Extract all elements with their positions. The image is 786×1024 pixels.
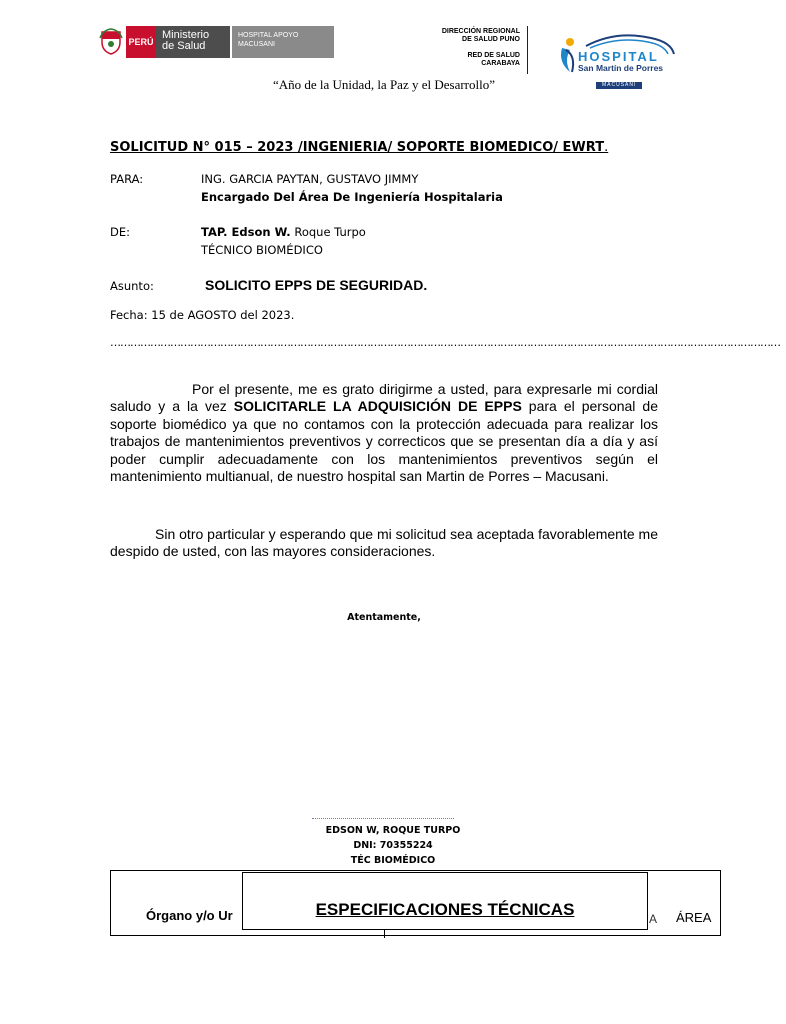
de-name: TAP. Edson W. Roque Turpo: [201, 225, 366, 239]
body-paragraph-1: Por el presente, me es grato dirigirme a usted, para expresarle mi cordial saludo y a la vez SOLICITARLE LA ADQUISICIÓN DE EPPS para el personal de soporte biomédico ya que no contamos con la protección adecuada para realizar los trabajos de mantenimientos preventivos y correcticos que se presentan día a día y así poder cumplir adecuadamente con los mantenimientos preventivos según el mantenimiento multianual, de nuestro hospital san Martin de Porres – Macusani.: [110, 381, 658, 485]
para-role: Encargado Del Área De Ingeniería Hospitalaria: [201, 190, 503, 204]
separator-line: …………………………………………………………………………………………………………………………………………………………………………………: [110, 336, 780, 349]
signature-line: [312, 818, 454, 819]
para-label: PARA:: [110, 172, 144, 186]
peru-coat-of-arms-icon: [96, 26, 126, 58]
minsa-country-label: PERÚ: [126, 26, 156, 58]
organo-label: Órgano y/o Ur: [146, 908, 233, 923]
closing: Atentamente,: [347, 612, 421, 623]
spec-title: ESPECIFICACIONES TÉCNICAS: [315, 900, 575, 919]
signer-role: TÉC BIOMÉDICO: [350, 855, 436, 866]
minsa-logo: [96, 26, 334, 58]
minsa-hospital-label: HOSPITAL APOYO MACUSANI: [232, 26, 334, 58]
year-motto: “Año de la Unidad, la Paz y el Desarrollo”: [272, 77, 495, 92]
asunto-value: SOLICITO EPPS DE SEGURIDAD.: [205, 277, 428, 293]
hospital-logo-text: HOSPITAL San Martín de Porres MACUSANI: [578, 49, 664, 88]
fecha: Fecha: 15 de AGOSTO del 2023.: [110, 308, 295, 322]
signer-name: EDSON W, ROQUE TURPO: [325, 825, 461, 836]
signer-dni: DNI: 70355224: [353, 840, 433, 851]
column-fragment-label: A: [649, 912, 658, 926]
header-divider: [527, 26, 528, 74]
area-label: ÁREA: [676, 910, 712, 925]
de-label: DE:: [110, 225, 130, 239]
letter-title: SOLICITUD N° 015 – 2023 /INGENIERIA/ SOPORTE BIOMEDICO/ EWRT.: [110, 140, 609, 155]
minsa-ministry-label: Ministerio de Salud: [156, 26, 232, 58]
de-role: TÉCNICO BIOMÉDICO: [201, 243, 323, 257]
body-paragraph-2: Sin otro particular y esperando que mi solicitud sea aceptada favorablemente me despido de usted, con las mayores consideraciones.: [110, 526, 658, 560]
asunto-label: Asunto:: [110, 279, 154, 293]
diresa-label: DIRECCIÓN REGIONAL DE SALUD PUNO RED DE SALUD CARABAYA: [441, 28, 520, 67]
para-name: ING. GARCIA PAYTAN, GUSTAVO JIMMY: [201, 172, 419, 186]
